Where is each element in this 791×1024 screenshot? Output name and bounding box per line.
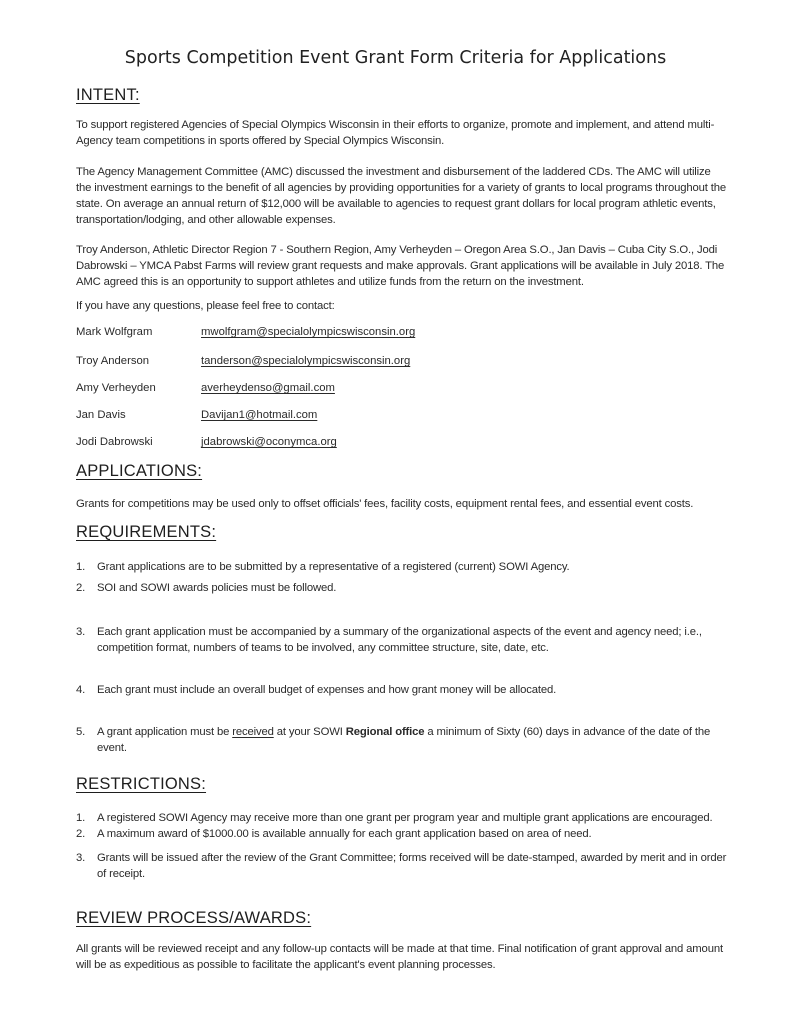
contact-name: Jan Davis bbox=[76, 409, 126, 421]
intent-paragraph-2: The Agency Management Committee (AMC) discussed the investment and disbursement of the laddered CDs. The AMC will utilize the investment earnings to the benefit of all agencies by providing opportunities for a variety of grants to local programs throughout the state. On average an annual return of $12,000 will be available to agencies to request grant dollars for local program athletic events, transportation/lodging, and other allowable expenses. bbox=[76, 166, 726, 226]
requirements-heading: REQUIREMENTS: bbox=[76, 523, 217, 541]
item-text bbox=[76, 724, 728, 756]
intent-paragraph-1: To support registered Agencies of Special Olympics Wisconsin in their efforts to organize, promote and implement, and attend multi-Agency team competitions in sports offered by Special Olympics Wisconsin. bbox=[76, 119, 715, 147]
contact-email-link[interactable]: mwolfgram@specialolympicswisconsin.org bbox=[201, 326, 416, 338]
contact-name: Mark Wolfgram bbox=[76, 326, 153, 338]
item-text-part: at your SOWI bbox=[273, 726, 346, 738]
item-number: 5. bbox=[76, 726, 86, 738]
item-text-part: A grant application must be bbox=[97, 726, 233, 738]
requirement-item bbox=[76, 559, 728, 575]
intent-heading: INTENT: bbox=[76, 86, 140, 104]
item-text: A registered SOWI Agency may receive more than one grant per program year and multiple grant applications are encouraged. bbox=[97, 812, 713, 824]
restrictions-heading: RESTRICTIONS: bbox=[76, 775, 207, 793]
item-text: SOI and SOWI awards policies must be followed. bbox=[97, 582, 337, 594]
requirement-item bbox=[76, 682, 728, 698]
contact-email-link[interactable]: tanderson@specialolympicswisconsin.org bbox=[201, 355, 411, 367]
restriction-item bbox=[76, 850, 728, 882]
item-text: Each grant must include an overall budget of expenses and how grant money will be allocated. bbox=[97, 684, 557, 696]
document-title: Sports Competition Event Grant Form Criteria for Applications bbox=[124, 48, 667, 68]
requirement-item bbox=[76, 724, 728, 756]
review-paragraph: All grants will be reviewed receipt and any follow-up contacts will be made at that time. Final notification of grant approval and amount will be as expeditious as possible to facilitate the applicant's event planning processes. bbox=[76, 943, 723, 971]
contact-email-link[interactable]: jdabrowski@oconymca.org bbox=[201, 436, 337, 448]
requirement-item bbox=[76, 580, 728, 596]
item-number: 4. bbox=[76, 684, 86, 696]
contact-email-link[interactable]: Davijan1@hotmail.com bbox=[201, 409, 318, 421]
restriction-item bbox=[76, 810, 728, 826]
contact-name: Amy Verheyden bbox=[76, 382, 156, 394]
item-text-underlined: received bbox=[232, 726, 274, 738]
item-text-part: a minimum of Sixty (60) days in advance of the date of the event. bbox=[97, 726, 711, 754]
item-number: 1. bbox=[76, 812, 86, 824]
contact-name: Troy Anderson bbox=[76, 355, 150, 367]
item-text: A maximum award of $1000.00 is available annually for each grant application based on area of need. bbox=[97, 828, 592, 840]
item-number: 1. bbox=[76, 561, 86, 573]
item-text: Grant applications are to be submitted by a representative of a registered (current) SOWI Agency. bbox=[97, 561, 570, 573]
requirement-item bbox=[76, 624, 728, 656]
restriction-item bbox=[76, 826, 728, 842]
item-text: Each grant application must be accompanied by a summary of the organizational aspects of the event and agency need; i.e., competition format, numbers of teams to be involved, any committee structure, site, date, etc. bbox=[97, 626, 702, 654]
item-number: 2. bbox=[76, 828, 86, 840]
item-text-bold: Regional office bbox=[345, 726, 425, 738]
item-number: 3. bbox=[76, 626, 86, 638]
item-text: Grants will be issued after the review of the Grant Committee; forms received will be date-stamped, awarded by merit and in order of receipt. bbox=[97, 852, 727, 880]
item-number: 3. bbox=[76, 852, 86, 864]
contact-intro: If you have any questions, please feel free to contact: bbox=[76, 300, 335, 312]
item-number: 2. bbox=[76, 582, 86, 594]
intent-paragraph-3: Troy Anderson, Athletic Director Region 7 - Southern Region, Amy Verheyden – Oregon Area S.O., Jan Davis – Cuba City S.O., Jodi Dabrowski – YMCA Pabst Farms will review grant requests and make approvals. Grant applications will be available in July 2018. The AMC agreed this is an opportunity to support athletes and utilize funds from the return on the investment. bbox=[76, 244, 725, 288]
applications-heading: APPLICATIONS: bbox=[76, 462, 203, 480]
review-heading: REVIEW PROCESS/AWARDS: bbox=[76, 909, 312, 927]
contact-email-link[interactable]: averheydenso@gmail.com bbox=[201, 382, 335, 394]
contact-name: Jodi Dabrowski bbox=[76, 436, 153, 448]
applications-paragraph: Grants for competitions may be used only to offset officials' fees, facility costs, equipment rental fees, and essential event costs. bbox=[76, 498, 694, 510]
